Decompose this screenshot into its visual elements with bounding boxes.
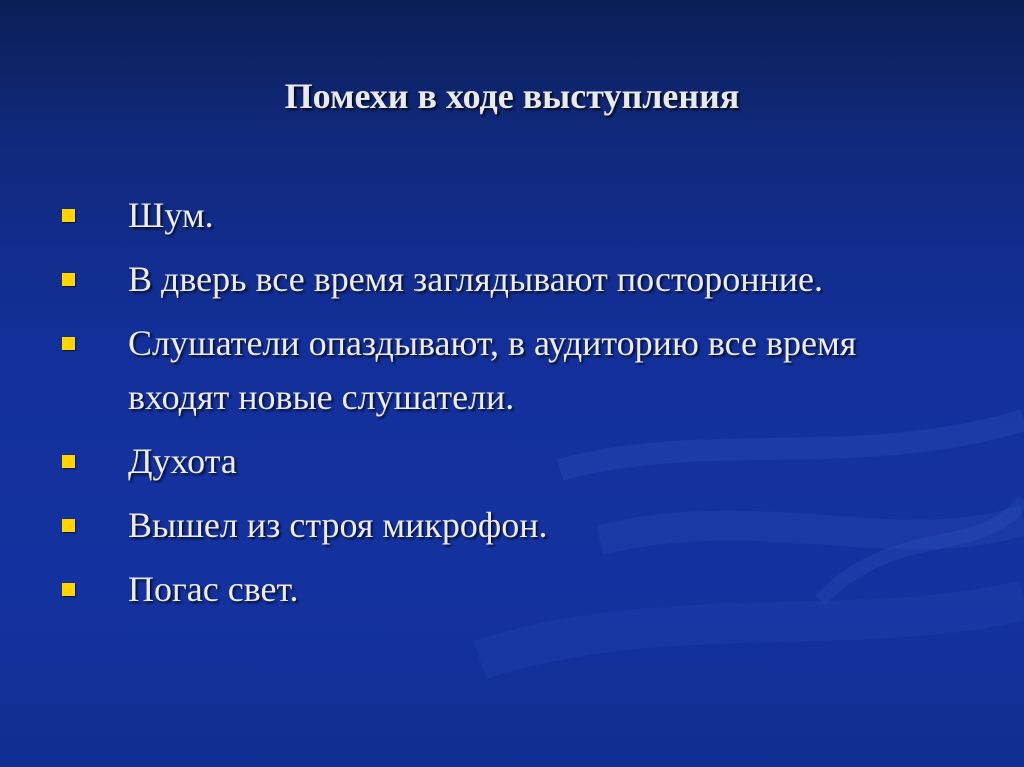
list-item [60,188,960,242]
square-bullet-icon [62,273,75,286]
square-bullet-icon [62,455,75,468]
square-bullet-icon [62,209,75,222]
list-item-text: В дверь все время заглядывают посторонние. [128,259,824,299]
bullet-list [60,188,960,626]
slide-title: Помехи в ходе выступления [284,76,740,116]
list-item [60,316,960,424]
list-item [60,434,960,488]
square-bullet-icon [62,583,75,596]
list-item-text: Вышел из строя микрофон. [128,505,548,545]
list-item-text: Слушатели опаздывают, в аудиторию все время входят новые слушатели. [128,323,857,417]
list-item-text: Духота [128,441,237,481]
square-bullet-icon [62,519,75,532]
list-item [60,498,960,552]
square-bullet-icon [62,337,75,350]
list-item-text: Шум. [128,195,214,235]
list-item-text: Погас свет. [128,569,299,609]
list-item [60,562,960,616]
list-item [60,252,960,306]
